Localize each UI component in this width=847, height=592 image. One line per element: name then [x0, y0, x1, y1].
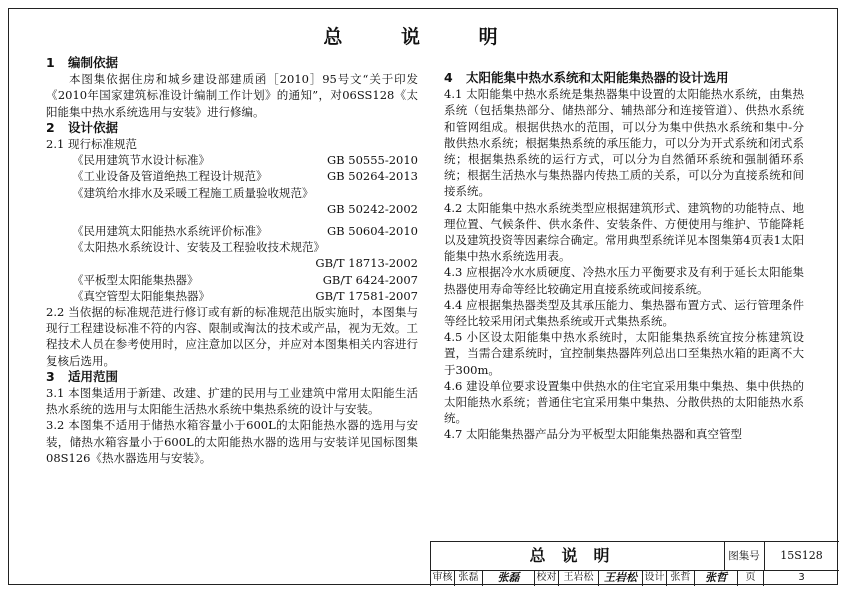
standard-item: 《工业设备及管道绝热工程设计规范》 GB 50264-2013: [72, 169, 418, 184]
check-signature: 王岩松: [599, 570, 643, 586]
review-name: 张磊: [455, 570, 483, 586]
check-name: 王岩松: [559, 570, 599, 586]
section-4-3-body: 4.3 应根据冷水水质硬度、冷热水压力平衡要求及有利于延长太阳能集热器使用寿命等经比较确定用直接系统或间接系统。: [444, 265, 804, 296]
standard-code: GB 50242-2002: [326, 201, 418, 216]
design-signature: 张哲: [695, 570, 738, 586]
page-number: 3: [798, 572, 805, 583]
standard-item: 《建筑给水排水及采暖工程施工质量验收规范》: [72, 185, 314, 200]
title-block-row-signatures: [431, 570, 839, 586]
section-4-2-body: 4.2 太阳能集中热水系统类型应根据建筑形式、建筑物的功能特点、地理位置、气候条件、供水条件、安装条件、方便使用与维护、节能降耗以及建筑投资等因素综合确定。常用典型系统详见本图集第4页表1太阳能集中热水系统选用表。: [444, 200, 804, 264]
section-4-5-body: 4.5 小区设太阳能集中热水系统时，太阳能集热系统宜按分栋建筑设置，当需合建系统时，宜控制集热器阵列总出口至集热水箱的距离不大于300m。: [444, 330, 804, 377]
left-column: [46, 55, 418, 466]
section-4-4-body: 4.4 应根据集热器类型及其承压能力、集热器布置方式、运行管理条件等经比较采用闭式集热系统或开式集热系统。: [444, 297, 804, 329]
section-3-1-body: 3.1 本图集适用于新建、改建、扩建的民用与工业建筑中常用太阳能生活热水系统的选用与太阳能生活热水系统中集热系统的设计与安装。: [46, 386, 418, 417]
title-block: [430, 541, 839, 586]
atlas-number-label: 图集号: [724, 542, 765, 570]
design-name: 张哲: [667, 570, 695, 586]
section-1-heading: 1 编制依据: [46, 55, 119, 70]
section-4-1-body: 4.1 太阳能集中热水系统是集热器集中设置的太阳能热水系统，由集热系统（包括集热部分、储热部分、辅热部分和连接管道）、供热水系统和管网组成。根据供热水的范围，可以分为集中供热水系统和集中-分散供热水系统；根据集热系统的承压能力，可以分为开式系统和闭式系统；根据集热系统的运行方式，可以分为自然循环系统和强制循环系统；根据生活热水与集热器内传热工质的关系，可以分为直接系统和间接系统。: [444, 87, 804, 199]
title-block-title: 总说明: [431, 542, 725, 570]
atlas-number: 15S128: [780, 549, 823, 562]
section-2-2-body: 2.2 当依据的标准规范进行修订或有新的标准规范出版实施时，本图集与现行工程建设标准不符的内容、限制或淘汰的技术或产品，视为无效。工程技术人员在参考使用时，应注意加以区分，并应对本图集相关内容进行复核后选用。: [46, 305, 418, 368]
review-signature: 张磊: [483, 570, 535, 586]
section-4-7-body: 4.7 太阳能集热器产品分为平板型太阳能集热器和真空管型: [444, 427, 742, 442]
section-3-heading: 3 适用范围: [46, 368, 119, 384]
section-4-6-body: 4.6 建设单位要求设置集中供热水的住宅宜采用集中集热、集中供热的太阳能热水系统；普通住宅宜采用集中集热、分散供热的太阳能热水系统。: [444, 378, 804, 426]
standard-code: GB/T 18713-2002: [315, 256, 418, 271]
section-2-1-heading: 2.1 现行标准规范: [46, 137, 137, 152]
title-block-row-top: [431, 542, 839, 571]
section-4-heading: 4 太阳能集中热水系统和太阳能集热器的设计选用: [444, 70, 729, 85]
page-label: 页: [738, 570, 764, 586]
design-label: 设计: [643, 570, 667, 586]
standard-item: 《真空管型太阳能集热器》 GB/T 17581-2007: [72, 288, 418, 303]
standard-item: 《民用建筑太阳能热水系统评价标准》 GB 50604-2010: [72, 224, 418, 239]
standard-item: 《民用建筑节水设计标准》 GB 50555-2010: [72, 153, 418, 168]
page-title: 总 说 明: [323, 26, 524, 48]
section-1-body: 本图集依据住房和城乡建设部建质函［2010］95号文“关于印发《2010年国家建筑标准设计编制工作计划》的通知”，对06SS128《太阳能集中热水系统选用与安装》进行修编。: [46, 72, 418, 119]
section-3-2-body: 3.2 本图集不适用于储热水箱容量小于600L的太阳能热水器的选用与安装，储热水箱容量小于600L的太阳能热水器的选用与安装详见国标图集08S126《热水器选用与安装》。: [46, 418, 418, 465]
right-column: [444, 70, 804, 443]
review-label: 审核: [431, 570, 455, 586]
standard-item: 《太阳热水系统设计、安装及工程验收技术规范》: [72, 240, 325, 255]
section-2-heading: 2 设计依据: [46, 119, 119, 135]
check-label: 校对: [535, 570, 559, 586]
standard-item: 《平板型太阳能集热器》 GB/T 6424-2007: [72, 272, 418, 287]
